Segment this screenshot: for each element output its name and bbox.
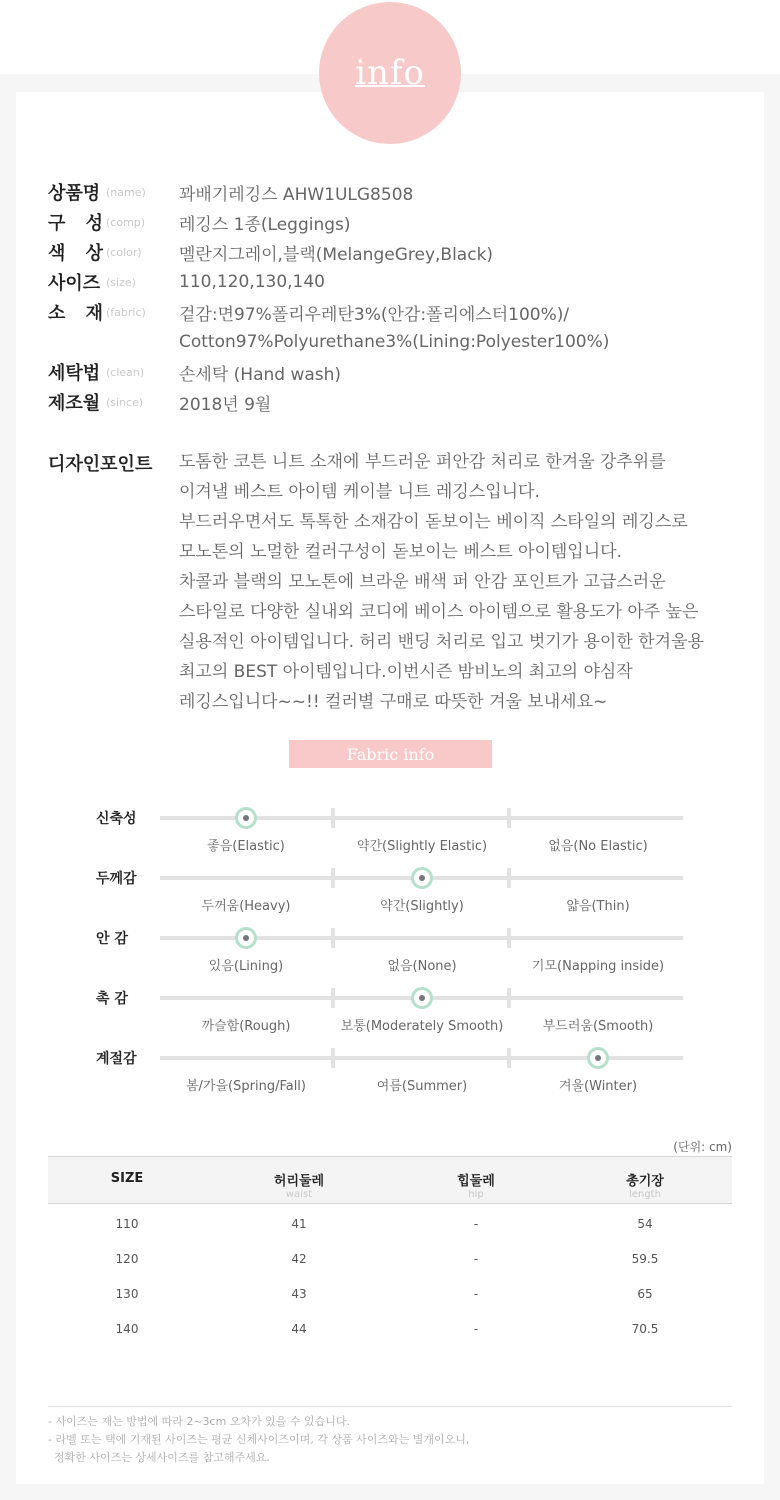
table-header (48, 1156, 732, 1204)
fabric-scale-label: 안 감 (96, 931, 128, 947)
design-point-line: 실용적인 아이템입니다. 허리 밴딩 처리로 입고 벗기가 용이한 한겨울용 (179, 632, 704, 652)
header-cell (457, 1170, 495, 1200)
fabric-scale-row (0, 988, 780, 1048)
fabric-scale-option: 있음(Lining) (208, 959, 284, 974)
fabric-scale-option: 겨울(Winter) (558, 1079, 638, 1094)
info-sublabel: (color) (106, 245, 142, 259)
info-row-fabric (48, 297, 570, 327)
info-sublabel: (name) (106, 185, 146, 199)
info-label: 사이즈 (48, 273, 101, 294)
design-point-line: 부드러우면서도 톡톡한 소재감이 돋보이는 베이직 스타일의 레깅스로 (179, 512, 688, 532)
header-sub: length (629, 1189, 661, 1200)
fabric-scale-row (0, 808, 780, 868)
info-value: 110,120,130,140 (179, 272, 326, 292)
info-sublabel: (clean) (106, 365, 145, 379)
table-cell: - (473, 1217, 479, 1231)
info-row-since (48, 387, 272, 417)
table-cell: 120 (115, 1252, 139, 1266)
table-row (48, 1241, 732, 1276)
size-table (48, 1156, 732, 1346)
fabric-scale-tick (507, 988, 511, 1008)
design-point-line: 이겨낼 베스트 아이템 케이블 니트 레깅스입니다. (179, 482, 540, 502)
table-row (48, 1311, 732, 1346)
design-point-line: 도톰한 코튼 니트 소재에 부드러운 퍼안감 처리로 한겨울 강추위를 (179, 452, 666, 472)
info-row-size (48, 267, 326, 297)
info-label: 소 재 (48, 303, 104, 324)
fabric-scale-option: 까슬함(Rough) (201, 1019, 291, 1034)
info-value: 겉감:면97%폴리우레탄3%(안감:폴리에스터100%)/ (179, 304, 570, 325)
info-sublabel: (since) (106, 395, 144, 409)
fabric-scale-selected-marker (587, 1047, 609, 1069)
fabric-scale-option: 봄/가을(Spring/Fall) (185, 1079, 307, 1094)
fabric-scale-label: 두께감 (96, 871, 137, 887)
info-row-comp (48, 207, 351, 237)
info-label: 색 상 (48, 243, 104, 264)
info-sublabel: (comp) (106, 215, 146, 229)
fabric-scale-tick (331, 928, 335, 948)
table-cell: 44 (291, 1322, 307, 1336)
table-cell: 65 (637, 1287, 653, 1301)
fabric-scale-tick (507, 1048, 511, 1068)
fabric-scale-tick (507, 928, 511, 948)
table-cell: 130 (115, 1287, 139, 1301)
fabric-scale-option: 약간(Slightly) (380, 899, 464, 914)
header-main: SIZE (110, 1171, 144, 1186)
header-sub: waist (285, 1189, 313, 1200)
fabric-scale-row (0, 868, 780, 928)
table-cell: 59.5 (631, 1252, 659, 1266)
table-cell: 70.5 (631, 1322, 659, 1336)
info-sublabel: (fabric) (106, 305, 146, 319)
table-cell: 110 (115, 1217, 139, 1231)
fabric-scale-tick (331, 868, 335, 888)
fabric-scale-label: 계절감 (96, 1051, 137, 1067)
fabric-scale-selected-marker (411, 987, 433, 1009)
info-badge (319, 2, 461, 144)
fabric-scale-tick (331, 1048, 335, 1068)
fabric-scale-option: 두꺼움(Heavy) (201, 899, 291, 914)
info-value: 레깅스 1종(Leggings) (179, 214, 351, 235)
fabric-scale-selected-marker (235, 807, 257, 829)
header-cell (274, 1170, 324, 1200)
header-main: 총기장 (626, 1174, 664, 1189)
fabric-scale-option: 부드러움(Smooth) (542, 1019, 654, 1034)
fabric-scale-tick (507, 808, 511, 828)
table-cell: 43 (291, 1287, 307, 1301)
fabric-scale-row (0, 1048, 780, 1108)
info-badge-text: info (355, 53, 425, 93)
fabric-scale-label: 신축성 (96, 811, 137, 827)
info-label: 세탁법 (48, 363, 101, 384)
header-cell (111, 1171, 144, 1186)
design-point-line: 차콜과 블랙의 모노톤에 브라운 배색 퍼 안감 포인트가 고급스러운 (179, 572, 666, 592)
table-cell: 54 (637, 1217, 653, 1231)
design-point-line: 최고의 BEST 아이템입니다.이번시즌 밤비노의 최고의 야심작 (179, 662, 633, 682)
design-point-text (179, 447, 759, 717)
design-point-line: 모노톤의 노멀한 컬러구성이 돋보이는 베스트 아이템입니다. (179, 542, 622, 562)
table-cell: - (473, 1252, 479, 1266)
header-sub: hip (468, 1189, 484, 1200)
fabric-scale-option: 없음(None) (387, 959, 457, 974)
header-cell (626, 1170, 664, 1200)
info-value: 2018년 9월 (179, 394, 272, 415)
fabric-scale-selected-marker (235, 927, 257, 949)
header-main: 허리둘레 (273, 1174, 325, 1189)
table-cell: - (473, 1322, 479, 1336)
fabric-scale-option: 기모(Napping inside) (531, 959, 665, 974)
info-label: 구 성 (48, 213, 104, 234)
info-label: 상품명 (48, 183, 101, 204)
info-row-color (48, 237, 494, 267)
table-row (48, 1206, 732, 1241)
info-value: 손세탁 (Hand wash) (179, 364, 342, 385)
design-point-label: 디자인포인트 (48, 454, 153, 475)
fabric-scale-tick (507, 868, 511, 888)
fabric-info-title-text: Fabric info (346, 744, 435, 764)
info-row-name (48, 177, 414, 207)
fabric-scale-option: 보통(Moderately Smooth) (340, 1019, 504, 1034)
design-point-line: 스타일로 다양한 실내외 코디에 베이스 아이템으로 활용도가 아주 높은 (179, 602, 699, 622)
info-value: Cotton97%Polyurethane3%(Lining:Polyester100%) (179, 332, 610, 352)
size-notes (48, 1406, 732, 1467)
table-cell: - (473, 1287, 479, 1301)
note-line: - 사이즈는 재는 방법에 따라 2~3cm 오차가 있을 수 있습니다. (48, 1415, 351, 1428)
fabric-scale-selected-marker (411, 867, 433, 889)
fabric-scale-label: 촉 감 (96, 991, 128, 1007)
header-main: 힙둘레 (457, 1174, 495, 1189)
fabric-info-title (289, 740, 492, 768)
table-cell: 41 (291, 1217, 307, 1231)
table-row (48, 1276, 732, 1311)
fabric-scale-option: 얇음(Thin) (566, 899, 630, 914)
table-body (48, 1204, 732, 1346)
fabric-scale-option: 여름(Summer) (376, 1079, 468, 1094)
info-sublabel: (size) (106, 275, 136, 289)
info-value: 멜란지그레이,블랙(MelangeGrey,Black) (179, 244, 494, 265)
design-point-line: 레깅스입니다~~!! 컬러별 구매로 따뜻한 겨울 보내세요~ (179, 692, 608, 712)
size-unit: (단위: cm) (673, 1140, 732, 1154)
info-label: 제조월 (48, 393, 101, 414)
fabric-scale-option: 없음(No Elastic) (548, 839, 648, 854)
fabric-scale-row (0, 928, 780, 988)
fabric-scale-option: 약간(Slightly Elastic) (356, 839, 488, 854)
table-cell: 140 (115, 1322, 139, 1336)
fabric-scale-tick (331, 808, 335, 828)
info-value: 꽈배기레깅스 AHW1ULG8508 (179, 184, 414, 205)
info-row-clean (48, 357, 342, 387)
fabric-scale-tick (331, 988, 335, 1008)
note-line: 정확한 사이즈는 상세사이즈를 참고해주세요. (54, 1451, 270, 1464)
table-cell: 42 (291, 1252, 307, 1266)
note-line: - 라벨 또는 택에 기재된 사이즈는 평균 신체사이즈이며, 각 상품 사이즈와는 별개이오니, (48, 1433, 470, 1446)
fabric-scale-option: 좋음(Elastic) (207, 839, 285, 854)
